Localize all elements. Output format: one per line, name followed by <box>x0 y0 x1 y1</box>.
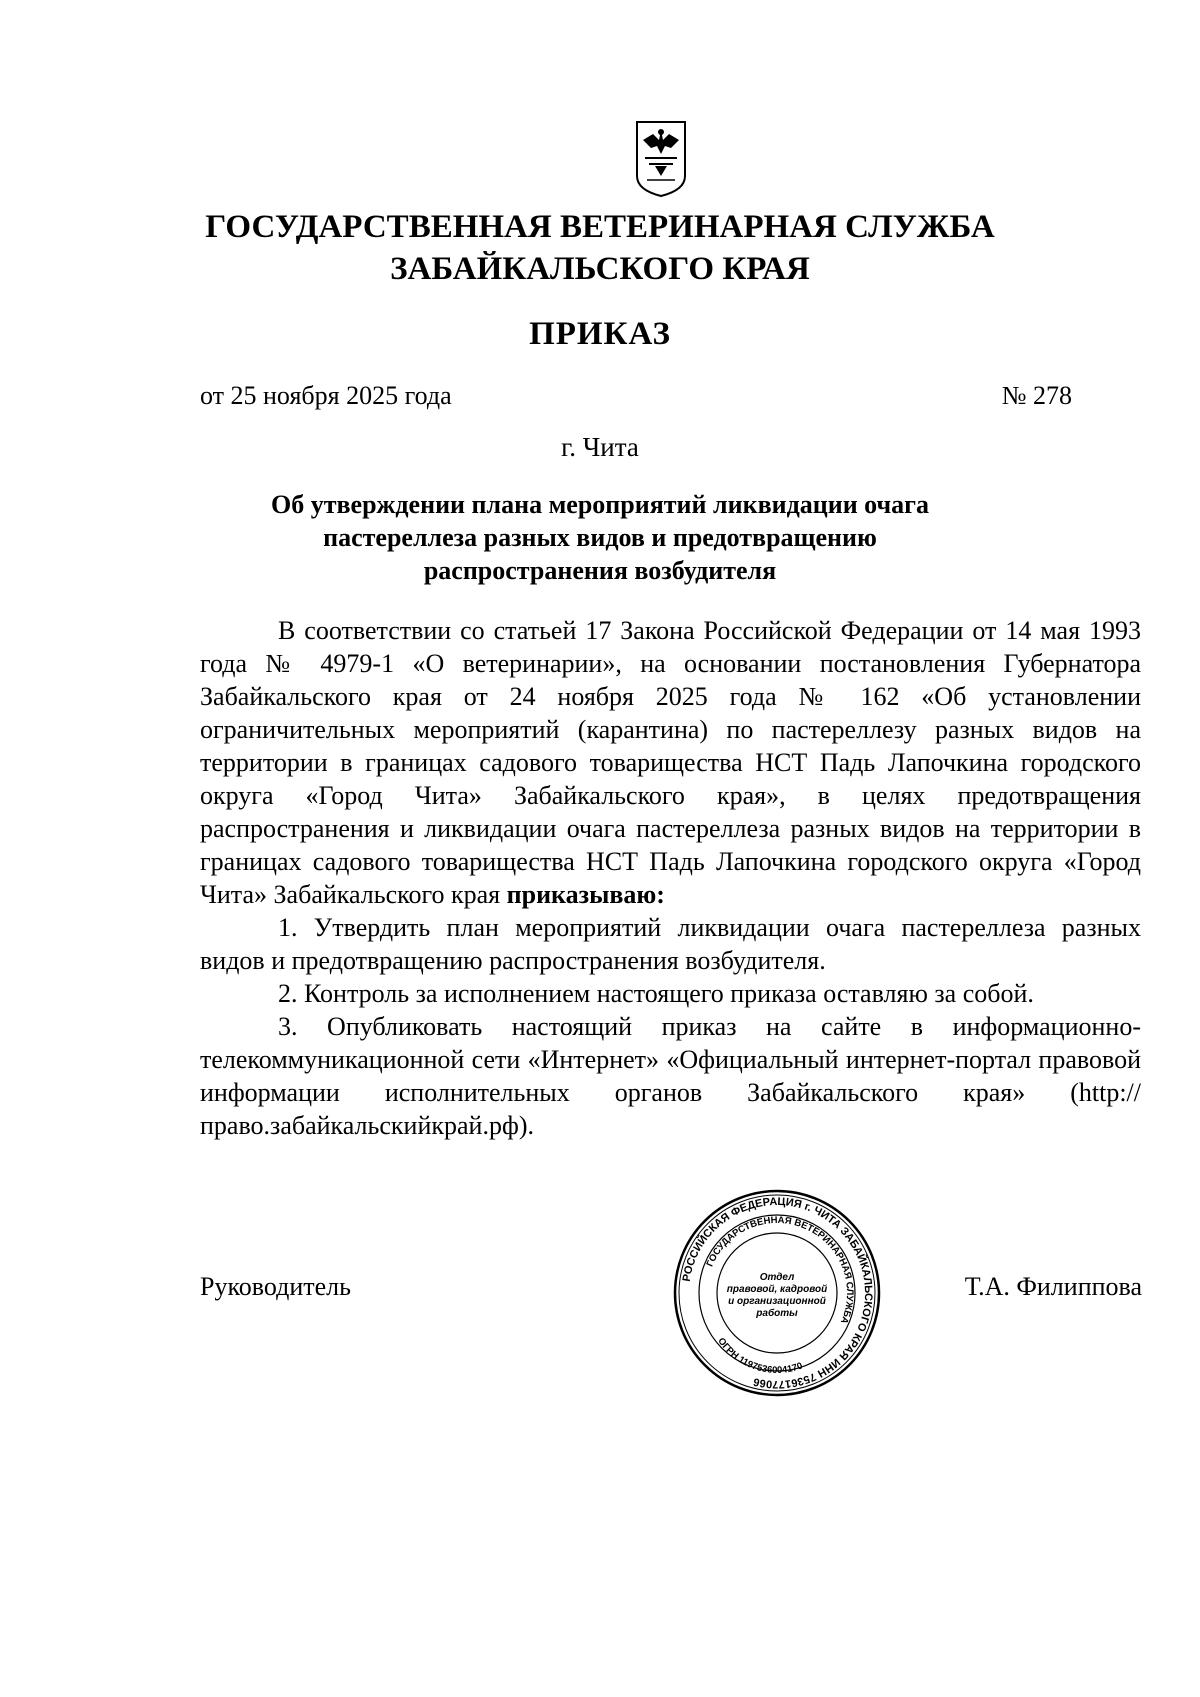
body-paragraph <box>200 614 1141 911</box>
document-title: Об утверждении плана мероприятий ликвидации очага пастереллеза разных видов и предотвращению распространения возбудителя <box>271 490 929 585</box>
stamp-inner-ring-text: ГОСУДАРСТВЕННАЯ ВЕТЕРИНАРНАЯ СЛУЖБА <box>704 1214 856 1326</box>
orders-word: приказываю: <box>506 880 665 909</box>
stamp-outer-text: РОССИЙСКАЯ ФЕДЕРАЦИЯ г. ЧИТА ЗАБАЙКАЛЬСКОГО КРАЯ ИНН 7536177066 <box>680 1195 875 1391</box>
document-type: ПРИКАЗ <box>529 316 671 352</box>
stamp-center-line-4: работы <box>756 1308 798 1319</box>
intro-text: В соответствии со статьей 17 Закона Российской Федерации от 14 мая 1993 года № 4979-1 «О ветеринарии», на основании постановления Губернатора Забайкальского края от 24 ноября 2025 года № 162 «Об установлении ограничительных мероприятий (карантина) по пастереллезу разных видов на территории в границах садового товарищества НСТ Падь Лапочкина городского округа «Город Чита» Забайкальского края», в целях предотвращения распространения и ликвидации очага пастереллеза разных видов на территории в границах садового товарищества НСТ Падь Лапочкина городского округа «Город Чита» Забайкальского края <box>200 616 1141 909</box>
signatory-name: Т.А. Филиппова <box>964 1272 1142 1301</box>
order-item-2: 2. Контроль за исполнением настоящего приказа оставляю за собой. <box>278 979 1034 1008</box>
coat-of-arms-icon <box>631 118 691 198</box>
official-stamp <box>672 1188 882 1398</box>
stamp-ogrn-text: ОГРН 1197536004170 <box>715 1335 805 1377</box>
stamp-center-line-2: правовой, кадровой <box>726 1284 828 1295</box>
signatory-position: Руководитель <box>200 1272 351 1301</box>
organization-name-line-1: ГОСУДАРСТВЕННАЯ ВЕТЕРИНАРНАЯ СЛУЖБА <box>205 209 995 245</box>
document-date: от 25 ноября 2025 года <box>200 381 452 410</box>
stamp-center-line-1: Отдел <box>759 1272 795 1283</box>
stamp-center-line-3: и организационной <box>728 1296 826 1307</box>
organization-name-line-2: ЗАБАЙКАЛЬСКОГО КРАЯ <box>390 251 810 287</box>
order-item-1: 1. Утвердить план мероприятий ликвидации очага пастереллеза разных видов и предотвращению распространения возбудителя. <box>200 913 1141 975</box>
order-item-3: 3. Опубликовать настоящий приказ на сайте в информационно-телекоммуникационной сети «Интернет» «Официальный интернет-портал правовой информации исполнительных органов Забайкальского края» (http://право.забайкальскийкрай.рф). <box>200 1012 1141 1140</box>
document-city: г. Чита <box>561 432 639 462</box>
document-number: № 278 <box>1001 381 1072 410</box>
svg-text:ОГРН 1197536004170 <box>715 1336 804 1376</box>
document-body <box>200 614 1141 1142</box>
